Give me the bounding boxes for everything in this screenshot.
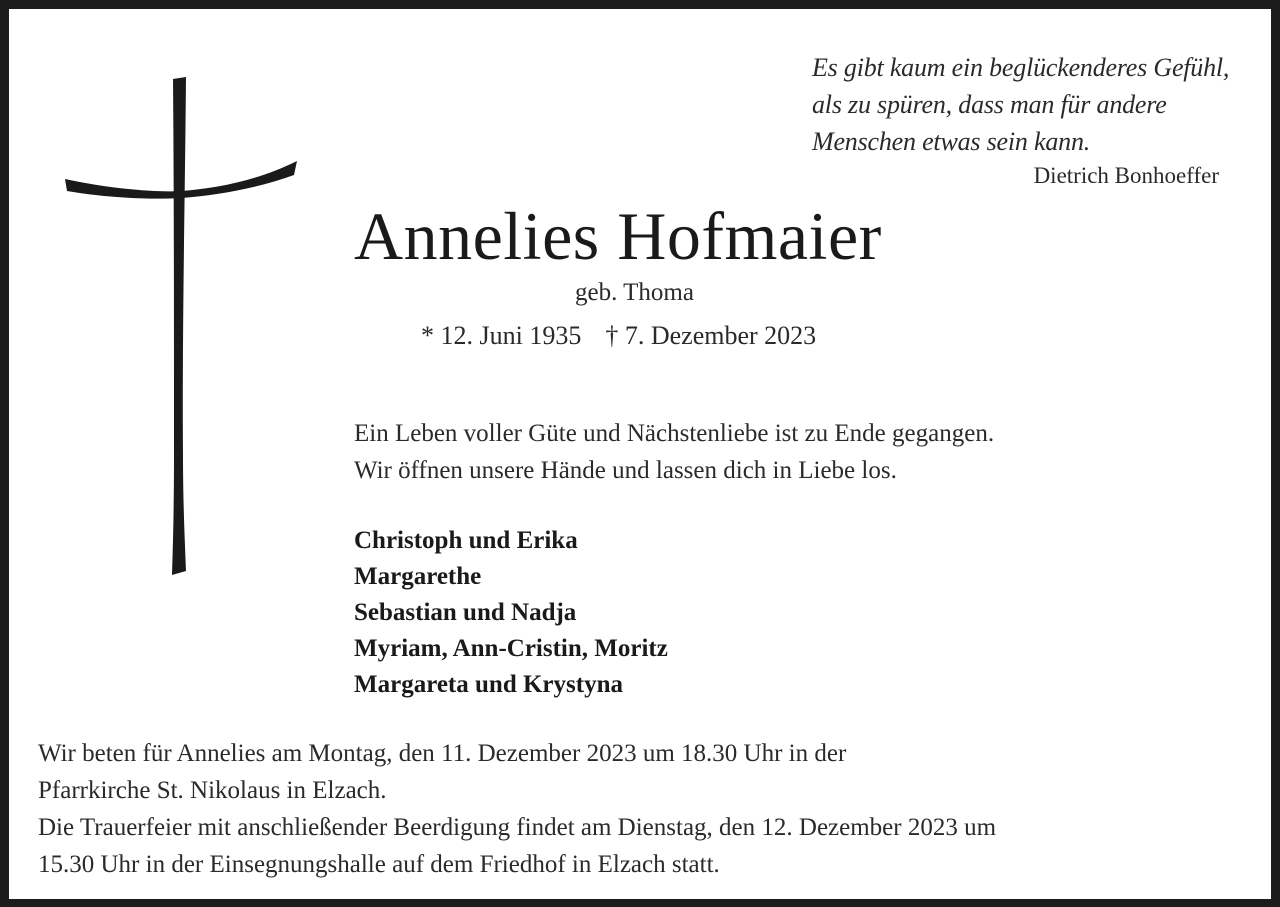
mourner: Sebastian und Nadja <box>354 599 577 626</box>
quote <box>812 49 1229 160</box>
service-line: Pfarrkirche St. Nikolaus in Elzach. <box>38 777 387 804</box>
mourner: Margareta und Krystyna <box>354 671 623 698</box>
mourner: Myriam, Ann-Cristin, Moritz <box>354 635 668 662</box>
verse <box>354 415 994 489</box>
mourner: Margarethe <box>354 563 482 590</box>
service-line: Wir beten für Annelies am Montag, den 11. Dezember 2023 um 18.30 Uhr in der <box>38 740 847 767</box>
quote-line: als zu spüren, dass man für andere <box>812 90 1167 119</box>
verse-line: Wir öffnen unsere Hände und lassen dich in Liebe los. <box>354 457 897 484</box>
quote-line: Es gibt kaum ein beglückenderes Gefühl, <box>812 53 1230 82</box>
service-info <box>38 735 996 883</box>
quote-author: Dietrich Bonhoeffer <box>1033 163 1219 188</box>
maiden-name: geb. Thoma <box>575 279 694 306</box>
quote-line: Menschen etwas sein kann. <box>812 127 1091 156</box>
mourner: Christoph und Erika <box>354 527 578 554</box>
cross-icon <box>61 75 301 579</box>
death-date: † 7. Dezember 2023 <box>605 321 817 350</box>
service-line: 15.30 Uhr in der Einsegnungshalle auf dem Friedhof in Elzach statt. <box>38 851 720 878</box>
service-line: Die Trauerfeier mit anschließender Beerdigung findet am Dienstag, den 12. Dezember 2023 um <box>38 814 997 841</box>
verse-line: Ein Leben voller Güte und Nächstenliebe ist zu Ende gegangen. <box>354 420 995 447</box>
birth-date: * 12. Juni 1935 <box>421 321 582 350</box>
life-dates <box>421 321 816 351</box>
deceased-name: Annelies Hofmaier <box>354 198 882 274</box>
mourners-list <box>354 523 668 703</box>
